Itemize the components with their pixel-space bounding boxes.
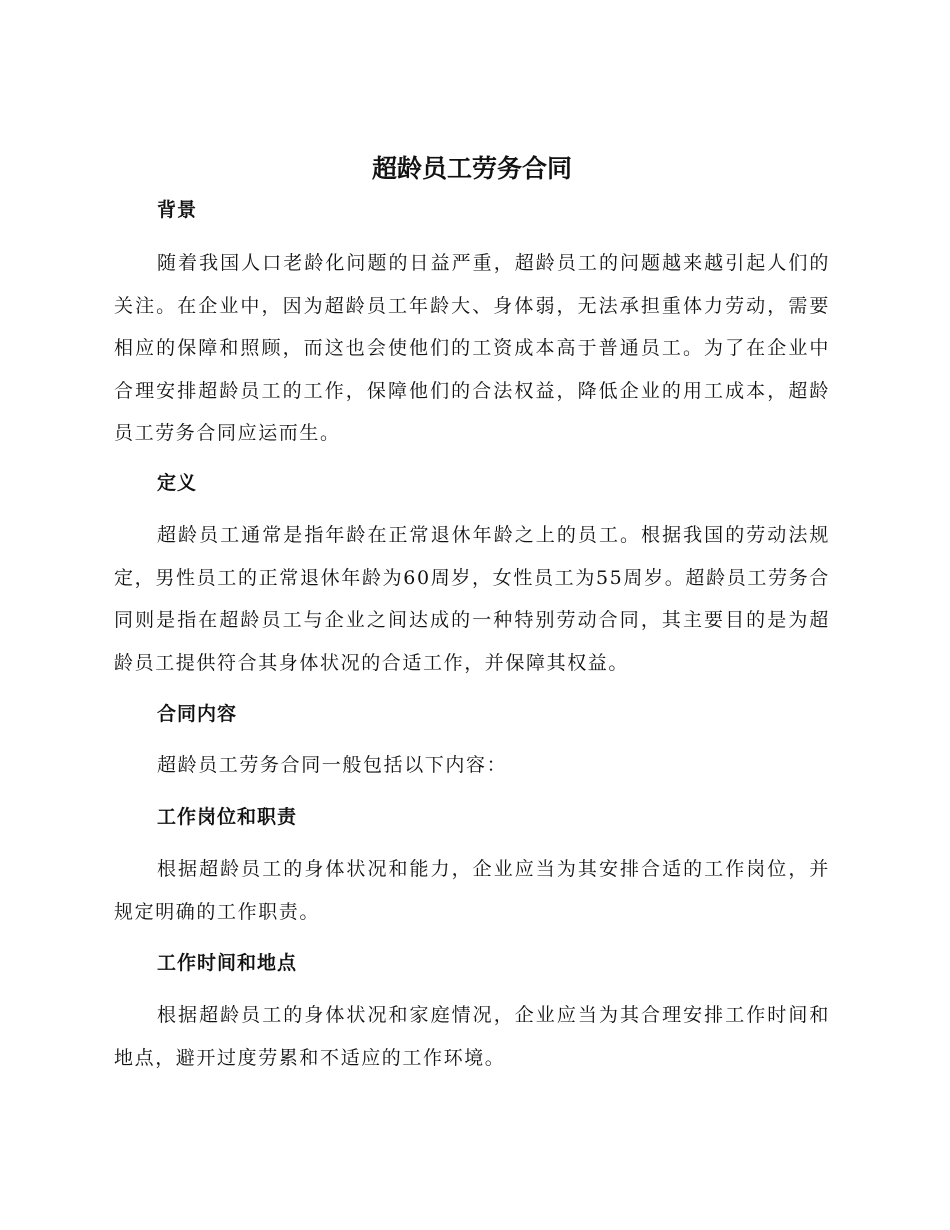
section-heading-definition: 定义 — [157, 472, 198, 494]
section-paragraph-position-duties: 根据超龄员工的身体状况和能力，企业应当为其安排合适的工作岗位，并规定明确的工作职责。 — [114, 858, 830, 923]
section-heading-time-place: 工作时间和地点 — [157, 952, 298, 974]
section-heading-position-duties: 工作岗位和职责 — [157, 806, 298, 828]
page-title: 超龄员工劳务合同 — [371, 154, 572, 183]
section-paragraph-background: 随着我国人口老龄化问题的日益严重，超龄员工的问题越来越引起人们的关注。在企业中，因为超龄员工年龄大、身体弱，无法承担重体力劳动，需要相应的保障和照顾，而这也会使他们的工资成本高于普通员工。为了在企业中合理安排超龄员工的工作，保障他们的合法权益，降低企业的用工成本，超龄员工劳务合同应运而生。 — [114, 252, 830, 444]
section-paragraph-time-place: 根据超龄员工的身体状况和家庭情况，企业应当为其合理安排工作时间和地点，避开过度劳累和不适应的工作环境。 — [114, 1004, 830, 1069]
section-paragraph-contract-content: 超龄员工劳务合同一般包括以下内容： — [157, 754, 508, 776]
section-heading-background: 背景 — [157, 199, 198, 221]
section-heading-contract-content: 合同内容 — [157, 703, 238, 725]
section-paragraph-definition: 超龄员工通常是指年龄在正常退休年龄之上的员工。根据我国的劳动法规定，男性员工的正常退休年龄为60周岁，女性员工为55周岁。超龄员工劳务合同则是指在超龄员工与企业之间达成的一种特别劳动合同，其主要目的是为超龄员工提供符合其身体状况的合适工作，并保障其权益。 — [114, 524, 830, 674]
